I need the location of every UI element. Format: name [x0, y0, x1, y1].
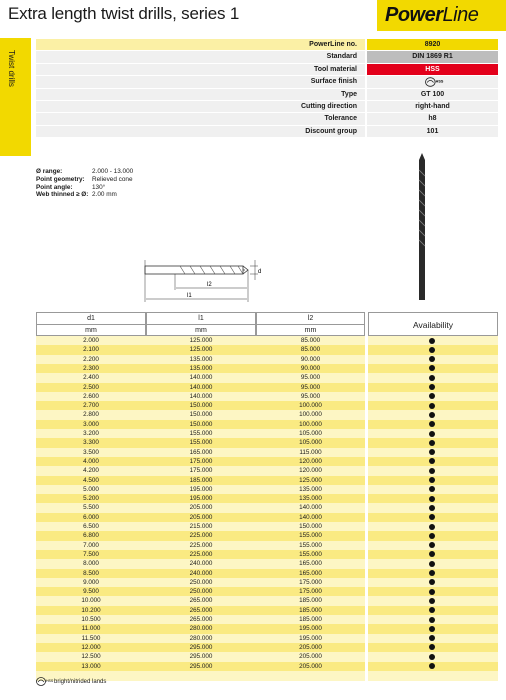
spec-value: 8920: [365, 39, 498, 50]
cell-l1: 265.000: [189, 597, 213, 605]
available-dot-icon: [429, 393, 435, 399]
table-row: [36, 457, 365, 466]
table-row: [36, 466, 365, 475]
availability-row: [368, 643, 498, 652]
available-dot-icon: [429, 598, 435, 604]
availability-row: [368, 429, 498, 438]
available-dot-icon: [429, 365, 435, 371]
side-tab-twist-drills[interactable]: [0, 38, 31, 156]
cell-l1: 155.000: [189, 439, 213, 447]
property-value: 130°: [92, 183, 106, 191]
property-key: Web thinned ≥ Ø:: [36, 191, 89, 199]
spec-value: h8: [365, 113, 498, 124]
available-dot-icon: [429, 617, 435, 623]
availability-row: [368, 448, 498, 457]
cell-l2: 90.000: [300, 364, 321, 372]
spec-label: Tolerance: [36, 113, 365, 124]
cell-d1: 2.700: [83, 402, 99, 410]
drill-side-sketch: [145, 260, 261, 302]
table-row: [36, 345, 365, 354]
availability-row: [368, 606, 498, 615]
label-l1: l1: [187, 293, 192, 299]
available-dot-icon: [429, 356, 435, 362]
cell-l2: 100.000: [299, 402, 322, 410]
cell-l2: 105.000: [299, 439, 322, 447]
cell-l2: 95.000: [300, 383, 321, 391]
cell-l1: 295.000: [189, 653, 213, 661]
label-l2: l2: [207, 282, 212, 288]
property-value: 2.00 mm: [92, 191, 117, 199]
cell-d1: 2.500: [83, 383, 99, 391]
cell-l2: 150.000: [299, 523, 322, 530]
table-row: [36, 494, 365, 503]
table-row: [36, 485, 365, 494]
table-row: [36, 401, 365, 410]
cell-d1: 13.000: [81, 662, 101, 670]
table-row: [36, 578, 365, 587]
available-dot-icon: [429, 607, 435, 613]
spec-row: [36, 76, 498, 88]
cell-l2: 95.000: [300, 392, 321, 400]
cell-l1: 125.000: [189, 337, 213, 344]
spec-row: [36, 89, 498, 101]
cell-l1: 225.000: [189, 541, 213, 549]
available-dot-icon: [429, 542, 435, 548]
cell-l2: 90.000: [300, 355, 321, 363]
available-dot-icon: [429, 477, 435, 483]
cell-d1: 12.500: [81, 653, 101, 661]
available-dot-icon: [429, 338, 435, 344]
cell-d1: 12.000: [81, 643, 101, 651]
cell-d1: 2.000: [83, 337, 99, 344]
cell-l2: 175.000: [299, 588, 322, 596]
table-row: [36, 420, 365, 429]
cell-d1: 7.500: [83, 550, 99, 558]
available-dot-icon: [429, 654, 435, 660]
cell-l2: 105.000: [299, 430, 322, 437]
cell-l1: 150.000: [189, 411, 213, 419]
cell-d1: 4.200: [83, 467, 99, 475]
table-row: [36, 429, 365, 438]
availability-row: [368, 522, 498, 531]
cell-d1: 7.000: [83, 541, 99, 549]
available-dot-icon: [429, 524, 435, 530]
cell-l2: 165.000: [299, 560, 322, 568]
availability-row: [368, 494, 498, 503]
spec-value: HSS: [365, 64, 498, 75]
cell-l1: 225.000: [189, 532, 213, 540]
available-dot-icon: [429, 421, 435, 427]
cell-l2: 120.000: [299, 467, 322, 475]
availability-row: [368, 476, 498, 485]
table-row: [36, 569, 365, 578]
table-row: [36, 355, 365, 364]
cell-l2: 185.000: [299, 606, 322, 614]
cell-d1: 11.500: [81, 634, 101, 642]
availability-row: [368, 392, 498, 401]
property-key: Point geometry:: [36, 175, 85, 183]
cell-l2: 140.000: [299, 513, 322, 521]
cell-l1: 240.000: [189, 569, 213, 577]
cell-l1: 175.000: [189, 467, 213, 475]
cell-d1: 3.500: [83, 448, 99, 456]
spec-row: [36, 101, 498, 113]
cell-l1: 265.000: [189, 616, 213, 623]
table-row: [36, 383, 365, 392]
available-dot-icon: [429, 570, 435, 576]
surface-finish-icon: [365, 76, 498, 87]
table-row: [36, 587, 365, 596]
availability-row: [368, 466, 498, 475]
cell-l2: 205.000: [299, 662, 322, 670]
column-name: d1: [37, 313, 145, 325]
spec-row: [36, 64, 498, 76]
availability-row: [368, 336, 498, 345]
cell-d1: 8.500: [83, 569, 99, 577]
cell-d1: 4.000: [83, 457, 99, 465]
drill-drawing: [0, 150, 506, 310]
availability-row: [368, 410, 498, 419]
spec-label: Discount group: [36, 126, 365, 137]
available-dot-icon: [429, 403, 435, 409]
table-row: [36, 541, 365, 550]
availability-row: [368, 596, 498, 605]
spec-value: 101: [365, 126, 498, 137]
table-row: [36, 438, 365, 447]
cell-l2: 115.000: [299, 448, 322, 456]
table-row: [36, 550, 365, 559]
table-row: [36, 373, 365, 382]
availability-row: [368, 373, 498, 382]
column-unit: mm: [304, 327, 317, 334]
cell-l1: 240.000: [189, 560, 213, 568]
cell-l1: 215.000: [189, 523, 213, 530]
availability-row: [368, 364, 498, 373]
spec-table: [36, 39, 498, 138]
cell-d1: 2.200: [83, 355, 99, 363]
cell-l1: 225.000: [189, 550, 213, 558]
availability-header: Availability: [368, 312, 498, 336]
cell-d1: 10.200: [81, 606, 101, 614]
page-title: Extra length twist drills, series 1: [8, 4, 240, 23]
cell-l2: 195.000: [299, 625, 322, 633]
table-row: [36, 634, 365, 643]
cell-l2: 135.000: [299, 495, 322, 503]
availability-row: [368, 559, 498, 568]
availability-row: [368, 345, 498, 354]
cell-l2: 205.000: [299, 653, 322, 661]
availability-row: [368, 383, 498, 392]
cell-d1: 4.500: [83, 476, 99, 484]
cell-l1: 135.000: [189, 355, 213, 363]
table-row: [36, 448, 365, 457]
cell-l1: 250.000: [189, 588, 213, 596]
availability-row: [368, 401, 498, 410]
available-dot-icon: [429, 626, 435, 632]
cell-l1: 265.000: [189, 606, 213, 614]
cell-l2: 85.000: [300, 346, 321, 354]
cell-l2: 85.000: [300, 337, 321, 344]
cell-d1: 11.000: [81, 625, 101, 633]
legend-text: bright/nitrided lands: [54, 678, 107, 685]
spec-value: GT 100: [365, 89, 498, 100]
table-row: [36, 624, 365, 633]
cell-l1: 140.000: [189, 392, 213, 400]
cell-l2: 175.000: [299, 578, 322, 586]
cell-l1: 195.000: [189, 485, 213, 493]
available-dot-icon: [429, 468, 435, 474]
cell-l1: 250.000: [189, 578, 213, 586]
cell-d1: 5.500: [83, 504, 99, 512]
drill-photo: [419, 153, 425, 300]
cell-l1: 205.000: [189, 513, 213, 521]
available-dot-icon: [429, 496, 435, 502]
table-row: [36, 559, 365, 568]
property-key: Point angle:: [36, 183, 73, 191]
available-dot-icon: [429, 440, 435, 446]
availability-row: [368, 531, 498, 540]
availability-row: [368, 457, 498, 466]
spec-row: [36, 126, 498, 138]
cell-l2: 195.000: [299, 634, 322, 642]
table-row: [36, 503, 365, 512]
table-row: [36, 410, 365, 419]
cell-d1: 8.000: [83, 560, 99, 568]
table-row: [36, 522, 365, 531]
cell-l1: 150.000: [189, 402, 213, 410]
table-row: [36, 652, 365, 661]
property-value: 2.000 - 13.000: [92, 168, 134, 175]
cell-l2: 155.000: [299, 532, 322, 540]
cell-d1: 3.000: [83, 420, 99, 428]
table-row: [36, 662, 365, 671]
spec-label: Type: [36, 89, 365, 100]
cell-d1: 10.000: [81, 597, 101, 605]
cell-d1: 6.500: [83, 523, 99, 530]
spec-label: Tool material: [36, 64, 365, 75]
available-dot-icon: [429, 412, 435, 418]
spec-value: right-hand: [365, 101, 498, 112]
column-name: l1: [147, 313, 255, 325]
svg-text:HSS: HSS: [435, 79, 443, 84]
cell-l2: 155.000: [299, 541, 322, 549]
cell-d1: 5.200: [83, 495, 99, 503]
cell-l2: 100.000: [299, 411, 322, 419]
available-dot-icon: [429, 458, 435, 464]
label-d: d: [258, 269, 262, 275]
cell-d1: 2.600: [83, 392, 99, 400]
table-row: [36, 531, 365, 540]
cell-l2: 205.000: [299, 643, 322, 651]
availability-row: [368, 355, 498, 364]
available-dot-icon: [429, 635, 435, 641]
spec-row: [36, 51, 498, 63]
availability-row: [368, 420, 498, 429]
availability-row: [368, 634, 498, 643]
availability-row: [368, 652, 498, 661]
cell-l1: 280.000: [189, 634, 213, 642]
cell-l2: 165.000: [299, 569, 322, 577]
cell-l1: 185.000: [189, 476, 213, 484]
table-row: [36, 606, 365, 615]
available-dot-icon: [429, 486, 435, 492]
cell-l1: 140.000: [189, 374, 213, 382]
legend: [36, 677, 106, 686]
cell-l2: 95.000: [300, 374, 321, 382]
cell-d1: 9.000: [83, 578, 99, 586]
cell-l1: 125.000: [189, 346, 213, 354]
cell-d1: 6.800: [83, 532, 99, 540]
cell-l2: 140.000: [299, 504, 322, 512]
column-unit: mm: [195, 327, 207, 334]
cell-l1: 295.000: [189, 643, 213, 651]
table-row: [36, 364, 365, 373]
side-tab-label: Twist drills: [7, 50, 16, 87]
availability-row: [368, 485, 498, 494]
cell-d1: 2.100: [83, 346, 99, 354]
availability-row: [368, 578, 498, 587]
availability-row: [368, 513, 498, 522]
availability-row: [368, 662, 498, 671]
cell-l1: 175.000: [189, 457, 213, 465]
table-row: [36, 615, 365, 624]
available-dot-icon: [429, 561, 435, 567]
availability-row: [368, 615, 498, 624]
available-dot-icon: [429, 644, 435, 650]
available-dot-icon: [429, 449, 435, 455]
availability-row: [368, 569, 498, 578]
table-row: [36, 596, 365, 605]
availability-row: [368, 438, 498, 447]
available-dot-icon: [429, 347, 435, 353]
available-dot-icon: [429, 505, 435, 511]
cell-d1: 6.000: [83, 513, 99, 521]
available-dot-icon: [429, 551, 435, 557]
cell-l1: 135.000: [189, 364, 213, 372]
cell-d1: 2.800: [83, 411, 99, 419]
cell-l2: 135.000: [299, 485, 322, 493]
available-dot-icon: [429, 384, 435, 390]
cell-l2: 100.000: [299, 420, 322, 428]
availability-row: [368, 503, 498, 512]
cell-d1: 2.400: [83, 374, 99, 382]
cell-l1: 195.000: [189, 495, 213, 503]
powerline-logo: PowerLine: [377, 0, 506, 31]
cell-l1: 280.000: [189, 625, 213, 633]
column-unit: mm: [85, 327, 97, 334]
cell-l1: 295.000: [189, 662, 213, 670]
availability-row: [368, 550, 498, 559]
cell-l2: 155.000: [299, 550, 322, 558]
availability-row: [368, 624, 498, 633]
table-row: [36, 513, 365, 522]
spec-row: [36, 39, 498, 51]
column-header-l1: [146, 312, 256, 336]
property-key: Ø range:: [36, 168, 63, 175]
spec-value: DIN 1869 R1: [365, 51, 498, 62]
cell-d1: 3.300: [83, 439, 99, 447]
column-header-d1: [36, 312, 146, 336]
cell-d1: 9.500: [83, 588, 99, 596]
column-header-l2: [256, 312, 365, 336]
available-dot-icon: [429, 579, 435, 585]
cell-l2: 125.000: [299, 476, 322, 484]
table-row: [36, 336, 365, 345]
column-name: l2: [257, 313, 364, 325]
cell-l2: 185.000: [299, 597, 322, 605]
spec-label: PowerLine no.: [36, 39, 365, 50]
svg-text:HSS: HSS: [46, 679, 54, 683]
available-dot-icon: [429, 375, 435, 381]
spec-label: Surface finish: [36, 76, 365, 87]
cell-d1: 10.500: [81, 616, 101, 623]
cell-l2: 185.000: [299, 616, 322, 623]
available-dot-icon: [429, 533, 435, 539]
cell-l1: 140.000: [189, 383, 213, 391]
table-row: [36, 643, 365, 652]
available-dot-icon: [429, 431, 435, 437]
bright-nitrided-icon: [36, 677, 54, 686]
spec-row: [36, 113, 498, 125]
table-row: [36, 392, 365, 401]
cell-d1: 3.200: [83, 430, 99, 437]
cell-l1: 155.000: [189, 430, 213, 437]
available-dot-icon: [429, 514, 435, 520]
availability-row: [368, 541, 498, 550]
cell-l1: 205.000: [189, 504, 213, 512]
table-row: [36, 476, 365, 485]
property-value: Relieved cone: [92, 175, 133, 183]
spec-label: Cutting direction: [36, 101, 365, 112]
availability-row: [368, 587, 498, 596]
available-dot-icon: [429, 589, 435, 595]
spec-label: Standard: [36, 51, 365, 62]
cell-l1: 150.000: [189, 420, 213, 428]
cell-l1: 165.000: [189, 448, 213, 456]
available-dot-icon: [429, 663, 435, 669]
cell-d1: 2.300: [83, 364, 99, 372]
cell-d1: 5.000: [83, 485, 99, 493]
cell-l2: 120.000: [299, 457, 322, 465]
